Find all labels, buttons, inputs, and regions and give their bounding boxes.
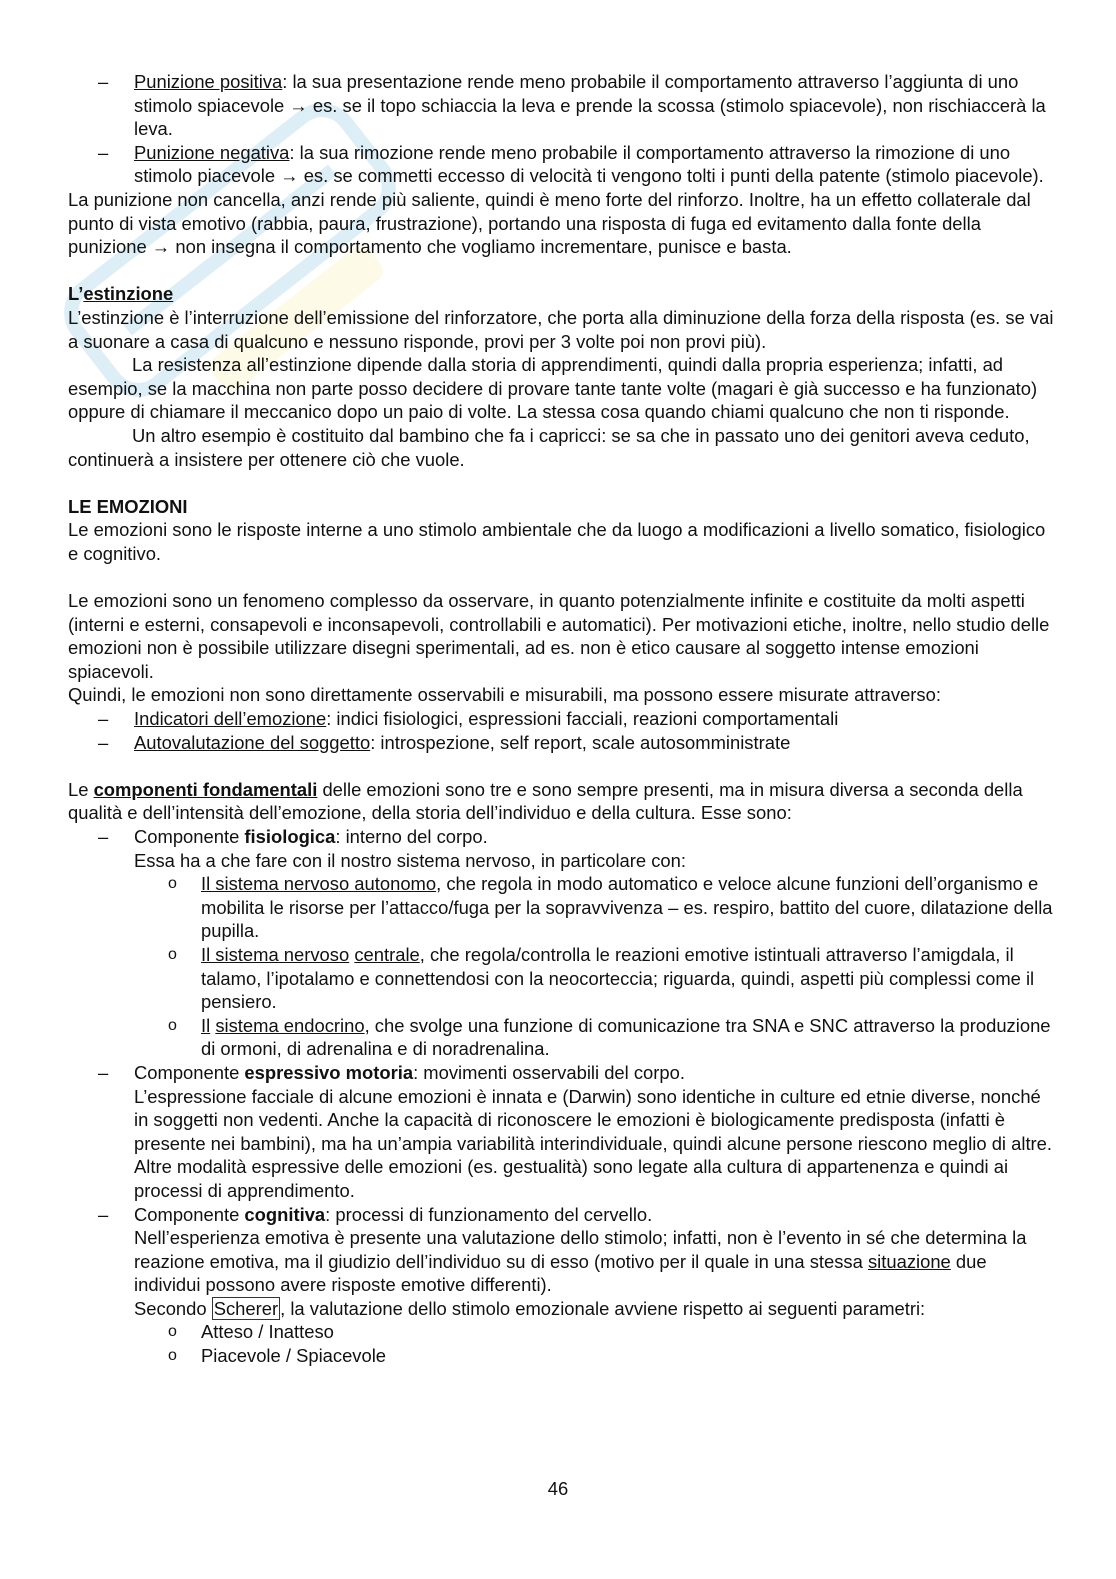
component-desc: : processi di funzionamento del cervello. xyxy=(325,1203,653,1225)
item-text: : introspezione, self report, scale autosomministrate xyxy=(370,731,791,753)
emozioni-paragraph-3: Quindi, le emozioni non sono direttamente osservabili e misurabili, ma possono essere misurate attraverso: xyxy=(68,684,941,706)
term-punizione-negativa: Punizione negativa xyxy=(134,141,290,163)
arrow-icon: → xyxy=(289,94,308,116)
list-item: o Piacevole / Spiacevole xyxy=(134,1344,1058,1368)
component-label: Componente xyxy=(134,1203,245,1225)
arrow-icon: → xyxy=(151,236,171,258)
scherer-params-list xyxy=(134,1320,1058,1367)
list-item xyxy=(68,707,1058,731)
list-item-fisiologica xyxy=(68,825,1058,1061)
estinzione-paragraph-3: Un altro esempio è costituito dal bambino che fa i capricci: se sa che in passato uno dei genitori aveva ceduto, continuerà a insistere per ottenere ciò che vuole. xyxy=(68,424,1030,470)
item-text: es. se commetti eccesso di velocità ti vengono tolti i punti della patente (stimolo piacevole). xyxy=(298,165,1044,187)
paragraph-text: Le xyxy=(68,778,94,800)
item-text: : la sua rimozione rende meno probabile il comportamento attraverso la rimozione di uno stimolo piacevole xyxy=(134,141,1011,187)
term-indicatori: Indicatori dell’emozione xyxy=(134,708,327,730)
paragraph-text: La punizione non cancella, anzi rende più saliente, quindi è meno forte del rinforzo. Inoltre, ha un effetto collaterale dal punto di vista emotivo (rabbia, paura, frustrazione), portando una risposta di fuga ed evitamento dalla fonte della punizione xyxy=(68,188,1031,258)
paragraph-text: delle emozioni sono tre e sono sempre presenti, ma in misura diversa a seconda della qualità e dell’intensità dell’emozione, della storia dell’individuo e della cultura. Esse sono: xyxy=(68,778,1023,824)
component-paragraph: due individui possono avere risposte emotive differenti). xyxy=(134,1250,987,1296)
emozioni-paragraph-1: Le emozioni sono le risposte interne a uno stimolo ambientale che da luogo a modificazioni a livello somatico, fisiologico e cognitivo. xyxy=(68,519,1046,564)
emozioni-paragraph-2: Le emozioni sono un fenomeno complesso da osservare, in quanto potenzialmente infinite e costituite da molti aspetti (interni e esterni, consapevoli e inconsapevoli, controllabili e automatici). Per motivazioni etiche, inoltre, nello studio delle emozioni non è possibile utilizzare disegni sperimentali, ad es. non è etico causare al soggetto intense emozioni spiacevoli. xyxy=(68,590,1050,682)
item-text: , che regola in modo automatico e veloce alcune funzioni dell’organismo e mobilita le risorse per l’attacco/fuga per la sopravvivenza – es. respiro, battito del cuore, dilatazione della pupilla. xyxy=(201,873,1053,942)
scherer-text: , la valutazione dello stimolo emozionale avviene rispetto ai seguenti parametri: xyxy=(280,1297,926,1319)
component-sub: Essa ha a che fare con il nostro sistema nervoso, in particolare con: xyxy=(134,849,686,871)
item-text: : indici fisiologici, espressioni facciali, reazioni comportamentali xyxy=(326,708,839,730)
punizione-paragraph xyxy=(68,188,1058,259)
punishment-list xyxy=(68,70,1058,188)
term-snc: Il sistema nervoso xyxy=(201,943,350,965)
list-item xyxy=(134,943,1058,1014)
component-name: cognitiva xyxy=(244,1203,326,1225)
nervous-system-list xyxy=(134,872,1058,1061)
heading-prefix: L’ xyxy=(68,283,84,305)
list-item xyxy=(134,872,1058,943)
scherer-text: Secondo xyxy=(134,1297,212,1319)
paragraph-text: non insegna il comportamento che vogliamo incrementare, punisce e basta. xyxy=(170,236,792,258)
component-name: fisiologica xyxy=(244,826,336,847)
page-number: 46 xyxy=(547,1478,569,1499)
component-desc: : movimenti osservabili del corpo. xyxy=(413,1061,685,1083)
components-list xyxy=(68,825,1058,1368)
term-punizione-positiva: Punizione positiva xyxy=(134,71,283,92)
document-page xyxy=(68,70,1058,1368)
term-il: Il xyxy=(201,1014,211,1036)
component-name: espressivo motoria xyxy=(244,1061,414,1083)
list-item xyxy=(68,731,1058,755)
section-heading-estinzione xyxy=(68,282,1058,306)
arrow-icon: → xyxy=(280,165,299,187)
term-endocrino: sistema endocrino xyxy=(215,1014,365,1036)
item-text: , che svolge una funzione di comunicazione tra SNA e SNC attraverso la produzione di ormoni, di adrenalina e di noradrenalina. xyxy=(201,1014,1051,1060)
item-text: es. se il topo schiaccia la leva e prende la scossa (stimolo spiacevole), non rischiaccerà la leva. xyxy=(134,94,1046,140)
heading-word: estinzione xyxy=(83,283,174,305)
term-componenti-fondamentali: componenti fondamentali xyxy=(93,778,318,800)
component-label: Componente xyxy=(134,1061,245,1083)
component-paragraph: Nell’esperienza emotiva è presente una valutazione dello stimolo; infatti, non è l’evento in sé che determina la reazione emotiva, ma il giudizio dell’individuo su di esso (motivo per il quale in una stessa xyxy=(134,1227,1027,1272)
estinzione-paragraph-2: La resistenza all’estinzione dipende dalla storia di apprendimenti, quindi dalla propria esperienza; infatti, ad esempio, se la macchina non parte posso decidere di provare tante tante volte (magari è già successo e ha funzionato) oppure di chiamare il meccanico dopo un paio di volte. La stessa cosa quando chiami qualcuno che non ti risponde. xyxy=(68,354,1038,423)
list-item xyxy=(68,70,1058,141)
item-text: , che regola/controlla le reazioni emotive istintuali attraverso l’amigdala, il talamo, l’ipotalamo e connettendosi con la neocorteccia; riguarda, quindi, aspetti più complessi come il pensiero. xyxy=(201,943,1035,1013)
list-item xyxy=(68,141,1058,188)
measures-list xyxy=(68,707,1058,754)
estinzione-paragraph-1: L’estinzione è l’interruzione dell’emissione del rinforzatore, che porta alla diminuzione della forza della risposta (es. se vai a suonare a casa di qualcuno e nessuno risponde, provi per 3 volte poi non provi più). xyxy=(68,306,1054,352)
term-situazione: situazione xyxy=(867,1250,951,1272)
item-text: : la sua presentazione rende meno probabile il comportamento attraverso l’aggiunta di uno stimolo spiacevole xyxy=(134,71,1019,116)
list-item xyxy=(134,1014,1058,1061)
term-sna: Il sistema nervoso autonomo xyxy=(201,873,437,895)
term-snc-centrale: centrale xyxy=(354,943,420,965)
scherer-link[interactable]: Scherer xyxy=(213,1297,279,1319)
componenti-intro xyxy=(68,778,1058,825)
list-item-espressivo xyxy=(68,1061,1058,1203)
list-item: o Atteso / Inatteso xyxy=(134,1320,1058,1344)
component-paragraph: L’espressione facciale di alcune emozioni è innata e (Darwin) sono identiche in culture ed etnie diverse, nonché in soggetti non vedenti. Anche la capacità di riconoscere le emozioni è biologicamente predisposta (infatti è presente nei bambini), ma ha un’ampia variabilità interindividuale, quindi alcune persone riescono meglio di altre. Altre modalità espressive delle emozioni (es. gestualità) sono legate alla cultura di appartenenza e quindi ai processi di apprendimento. xyxy=(134,1085,1053,1201)
component-label: Componente xyxy=(134,826,245,847)
section-heading-emozioni: LE EMOZIONI xyxy=(68,495,188,517)
term-autovalutazione: Autovalutazione del soggetto xyxy=(134,731,371,753)
list-item-cognitiva xyxy=(68,1203,1058,1368)
component-desc: : interno del corpo. xyxy=(335,826,488,847)
